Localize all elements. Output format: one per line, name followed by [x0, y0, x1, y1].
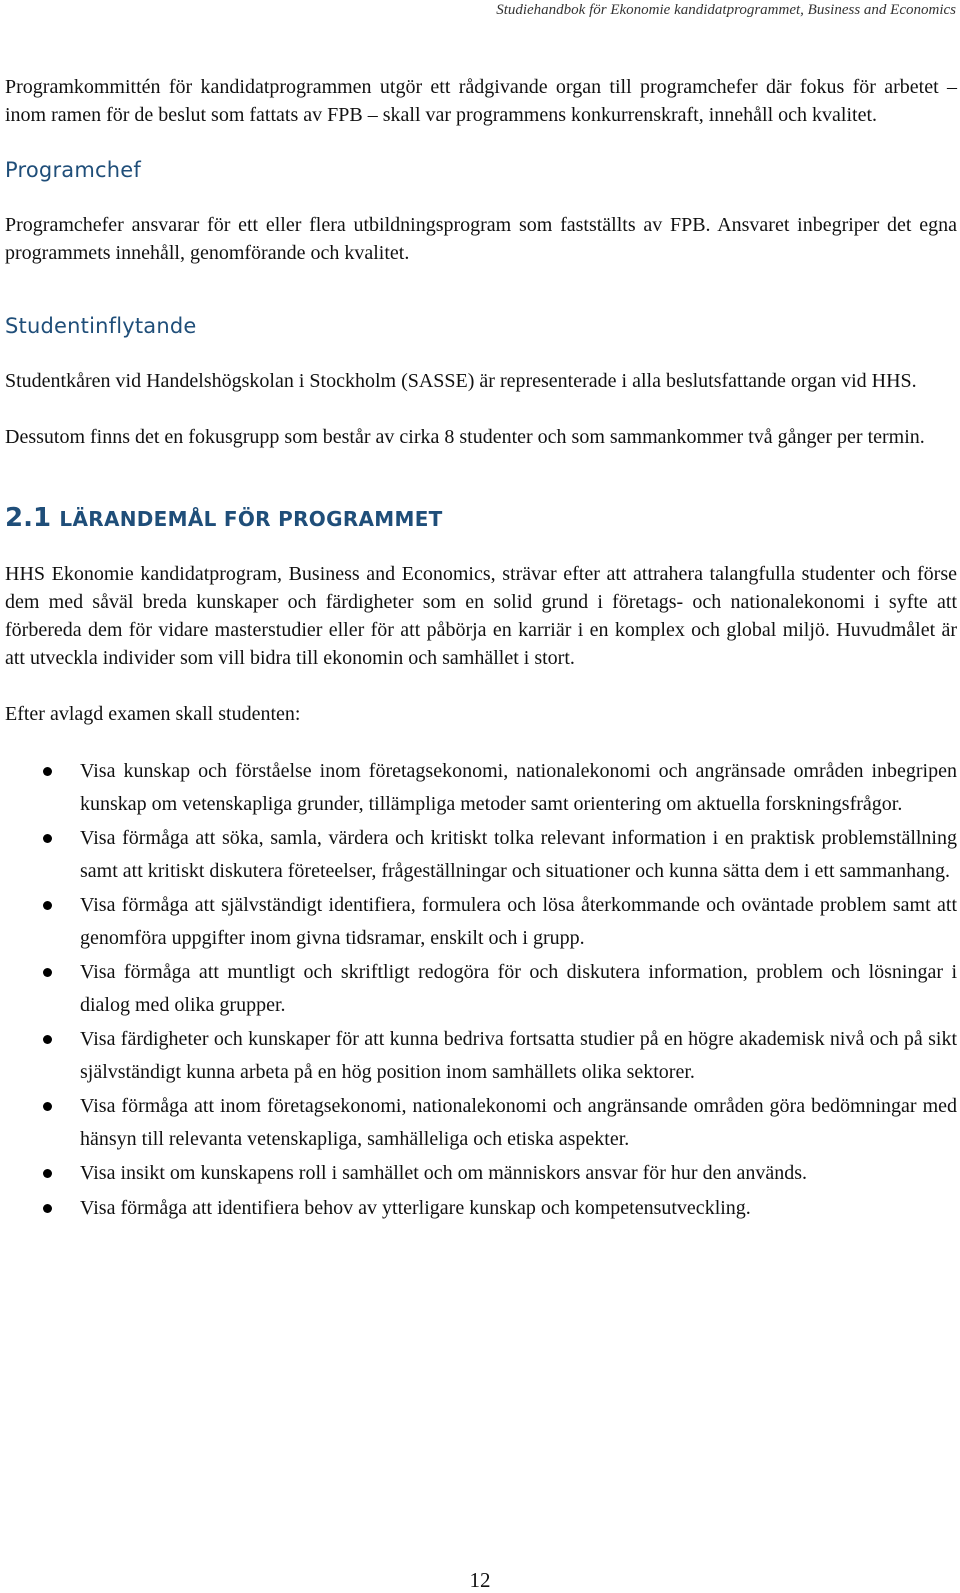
goal-text: Visa färdigheter och kunskaper för att kunna bedriva fortsatta studier på en högre akademisk nivå och på sikt självständigt kunna arbeta på en hög position inom samhällets olika sektorer.	[80, 1028, 957, 1083]
programchef-paragraph: Programchefer ansvarar för ett eller flera utbildningsprogram som fastställts av FPB. Ansvaret inbegriper det egna programmets innehåll, genomförande och kvalitet.	[5, 214, 957, 264]
goal-item	[5, 956, 957, 1021]
studentinflytande-paragraph-2: Dessutom finns det en fokusgrupp som består av cirka 8 studenter och som sammankommer två gånger per termin.	[5, 426, 925, 448]
goal-text: Visa insikt om kunskapens roll i samhället och om människors ansvar för hur den används.	[80, 1162, 808, 1184]
goal-item	[5, 1192, 957, 1225]
bullet-icon	[43, 1169, 52, 1178]
goal-item	[5, 1157, 957, 1190]
goal-text: Visa förmåga att identifiera behov av ytterligare kunskap och kompetensutveckling.	[80, 1196, 751, 1219]
section-heading	[5, 501, 957, 536]
goal-item	[5, 1023, 957, 1088]
goal-item	[5, 889, 957, 954]
studentinflytande-paragraph-1: Studentkåren vid Handelshögskolan i Stockholm (SASSE) är representerade i alla beslutsfattande organ vid HHS.	[5, 370, 917, 392]
page-number: 12	[469, 1568, 491, 1592]
bullet-icon	[43, 1204, 52, 1213]
goal-text: Visa förmåga att muntligt och skriftligt redogöra för och diskutera information, problem och lösningar i dialog med olika grupper.	[80, 961, 957, 1016]
document-body	[5, 73, 957, 1226]
bullet-icon	[43, 834, 52, 843]
section-number: 2.1	[5, 503, 52, 533]
goal-text: Visa förmåga att söka, samla, värdera och kritiskt tolka relevant information i en praktisk problemställning samt att kritiskt diskutera företeelser, frågeställningar och situationer och kunna sätta dem i ett sammanhang.	[80, 827, 957, 882]
goals-list	[5, 755, 957, 1224]
section-title: LÄRANDEMÅL FÖR PROGRAMMET	[59, 507, 443, 531]
section-paragraph: HHS Ekonomie kandidatprogram, Business and Economics, strävar efter att attrahera talangfulla studenter och förse dem med såväl breda kunskaper och färdigheter som en solid grund i företags- och nationalekonomi i syfte att förbereda dem för vidare masterstudier eller för att påbörja en karriär i en komplex och global miljö. Huvudmålet är att utveckla individer som vill bidra till ekonomin och samhället i stort.	[5, 563, 957, 669]
bullet-icon	[43, 767, 52, 776]
intro-paragraph: Programkommittén för kandidatprogrammen utgör ett rådgivande organ till programchefer där fokus för arbetet – inom ramen för de beslut som fattats av FPB – skall var programmens konkurrenskraft, innehåll och kvalitet.	[5, 76, 957, 126]
goal-text: Visa förmåga att självständigt identifiera, formulera och lösa återkommande och oväntade problem samt att genomföra uppgifter inom givna tidsramar, enskilt och i grupp.	[80, 894, 957, 949]
goals-lead: Efter avlagd examen skall studenten:	[5, 703, 301, 725]
bullet-icon	[43, 1102, 52, 1111]
programchef-heading: Programchef	[5, 158, 141, 182]
bullet-icon	[43, 968, 52, 977]
goal-text: Visa förmåga att inom företagsekonomi, nationalekonomi och angränsande områden göra bedömningar med hänsyn till relevanta vetenskapliga, samhälleliga och etiska aspekter.	[80, 1095, 957, 1150]
goal-item	[5, 755, 957, 820]
running-header: Studiehandbok för Ekonomie kandidatprogrammet, Business and Economics	[496, 2, 956, 18]
goal-item	[5, 1090, 957, 1155]
goal-item	[5, 822, 957, 887]
goal-text: Visa kunskap och förståelse inom företagsekonomi, nationalekonomi och angränsade områden inbegripen kunskap om vetenskapliga grunder, tillämpliga metoder samt orientering om aktuella forskningsfrågor.	[80, 760, 957, 815]
bullet-icon	[43, 1035, 52, 1044]
bullet-icon	[43, 901, 52, 910]
studentinflytande-heading: Studentinflytande	[5, 314, 197, 338]
